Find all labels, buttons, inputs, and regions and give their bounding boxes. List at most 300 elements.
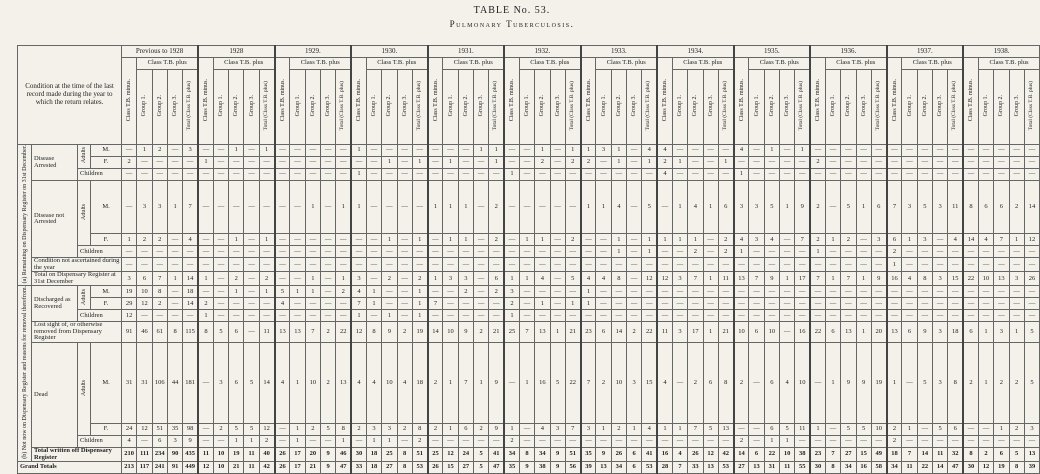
value-cell: — — [275, 246, 290, 258]
value-cell: — — [229, 310, 244, 322]
value-cell: 1 — [167, 181, 182, 234]
table-row — [18, 258, 1040, 272]
value-cell: — — [871, 310, 886, 322]
value-cell: — — [657, 436, 672, 448]
value-cell: 58 — [871, 462, 886, 474]
value-cell: — — [1024, 169, 1039, 181]
value-cell: 19 — [122, 286, 137, 298]
value-cell: — — [167, 157, 182, 169]
year-header: 1937. — [887, 46, 964, 58]
table-row — [18, 448, 1040, 462]
value-cell: 7 — [688, 424, 703, 436]
value-cell: — — [994, 145, 1009, 157]
value-cell: 1 — [244, 436, 259, 448]
group-header — [596, 70, 611, 145]
value-cell: — — [795, 157, 810, 169]
value-cell: — — [933, 246, 948, 258]
value-cell: 1 — [672, 181, 687, 234]
value-cell: 44 — [167, 342, 182, 423]
value-cell: — — [474, 272, 489, 286]
value-cell: 2 — [627, 322, 642, 343]
group-header-label: Group 1. — [371, 95, 378, 117]
value-cell: 7 — [887, 181, 902, 234]
value-cell: 1 — [382, 310, 397, 322]
value-cell: 2 — [412, 272, 427, 286]
group-header — [474, 70, 489, 145]
value-cell: 3 — [213, 342, 228, 423]
value-cell: 20 — [305, 448, 320, 462]
value-cell: 111 — [137, 448, 152, 462]
value-cell: 13 — [718, 424, 733, 436]
value-cell: 51 — [412, 448, 427, 462]
row-sex-label: M. — [91, 145, 122, 157]
value-cell: 22 — [336, 322, 351, 343]
value-cell: 106 — [152, 342, 167, 423]
class-minus-header — [198, 58, 213, 145]
value-cell: 14 — [259, 342, 274, 423]
value-cell: — — [183, 169, 198, 181]
value-cell: — — [198, 169, 213, 181]
row-sub-label: Children — [78, 310, 122, 322]
value-cell: 234 — [152, 448, 167, 462]
value-cell: 1 — [550, 322, 565, 343]
value-cell: 25 — [504, 322, 519, 343]
value-cell: 8 — [152, 286, 167, 298]
value-cell: 1 — [474, 145, 489, 157]
value-cell: 1 — [412, 234, 427, 246]
value-cell: 5 — [841, 181, 856, 234]
value-cell: 2 — [596, 342, 611, 423]
value-cell: — — [902, 342, 917, 423]
value-cell: — — [290, 234, 305, 246]
table-row — [18, 286, 1040, 298]
value-cell: — — [657, 181, 672, 234]
value-cell: — — [321, 157, 336, 169]
value-cell: 12 — [137, 298, 152, 310]
value-cell: 2 — [535, 157, 550, 169]
value-cell: 1 — [443, 424, 458, 436]
value-cell: — — [213, 298, 228, 310]
value-cell: 6 — [627, 462, 642, 474]
value-cell: 1 — [978, 342, 993, 423]
value-cell: — — [672, 310, 687, 322]
value-cell: 9 — [856, 342, 871, 423]
value-cell: 18 — [183, 286, 198, 298]
group-header — [871, 70, 886, 145]
value-cell: 34 — [887, 462, 902, 474]
value-cell: 3 — [152, 181, 167, 234]
group-header-label: Group 1. — [600, 95, 607, 117]
value-cell: 3 — [933, 181, 948, 234]
value-cell: 2 — [887, 436, 902, 448]
value-cell: — — [994, 436, 1009, 448]
value-cell: — — [550, 286, 565, 298]
value-cell: 4 — [275, 342, 290, 423]
value-cell: — — [718, 310, 733, 322]
value-cell: 6 — [764, 424, 779, 436]
table-row — [18, 234, 1040, 246]
value-cell: — — [795, 298, 810, 310]
value-cell: 1 — [519, 272, 534, 286]
value-cell: — — [565, 310, 580, 322]
value-cell: — — [917, 424, 932, 436]
value-cell: 4 — [657, 145, 672, 157]
value-cell: 117 — [137, 462, 152, 474]
value-cell: — — [519, 258, 534, 272]
value-cell: 6 — [902, 322, 917, 343]
group-header-label: Total (Class T.B. plus) — [798, 81, 805, 131]
value-cell: 4 — [397, 342, 412, 423]
value-cell: 7 — [351, 298, 366, 310]
value-cell: — — [382, 246, 397, 258]
value-cell: 2 — [382, 272, 397, 286]
value-cell: — — [259, 310, 274, 322]
value-cell: 4 — [780, 342, 795, 423]
value-cell: 7 — [810, 272, 825, 286]
value-cell: 2 — [198, 298, 213, 310]
value-cell: — — [917, 157, 932, 169]
value-cell: 27 — [841, 448, 856, 462]
value-cell: 9 — [321, 462, 336, 474]
value-cell: — — [137, 157, 152, 169]
value-cell: — — [397, 234, 412, 246]
value-cell: — — [764, 286, 779, 298]
value-cell: — — [917, 310, 932, 322]
value-cell: 13 — [275, 322, 290, 343]
value-cell: 10 — [213, 448, 228, 462]
value-cell: — — [213, 169, 228, 181]
value-cell: — — [489, 436, 504, 448]
value-cell: — — [718, 436, 733, 448]
value-cell: 2 — [1009, 424, 1024, 436]
value-cell: — — [275, 424, 290, 436]
value-cell: 2 — [213, 424, 228, 436]
value-cell: 42 — [718, 448, 733, 462]
class-minus-header — [581, 58, 596, 145]
value-cell: 16 — [795, 322, 810, 343]
value-cell: — — [718, 169, 733, 181]
value-cell: — — [933, 169, 948, 181]
value-cell: — — [627, 310, 642, 322]
value-cell: — — [627, 258, 642, 272]
value-cell: 5 — [917, 181, 932, 234]
year-header: 1932. — [504, 46, 581, 58]
value-cell: 11 — [902, 462, 917, 474]
value-cell: — — [213, 310, 228, 322]
value-cell: — — [871, 145, 886, 157]
table-row — [18, 342, 1040, 423]
value-cell: 9 — [917, 322, 932, 343]
value-cell: 9 — [519, 462, 534, 474]
value-cell: 4 — [764, 234, 779, 246]
value-cell: — — [825, 169, 840, 181]
value-cell: — — [627, 272, 642, 286]
value-cell: 4 — [535, 424, 550, 436]
value-cell: 46 — [137, 322, 152, 343]
value-cell: 91 — [122, 322, 137, 343]
value-cell: 1 — [167, 272, 182, 286]
value-cell: 6 — [764, 342, 779, 423]
value-cell: — — [657, 258, 672, 272]
value-cell: — — [213, 181, 228, 234]
value-cell: 11 — [718, 272, 733, 286]
value-cell: — — [474, 181, 489, 234]
value-cell: — — [321, 234, 336, 246]
value-cell: 11 — [244, 462, 259, 474]
value-cell: 6 — [229, 322, 244, 343]
value-cell: — — [902, 436, 917, 448]
value-cell: 1 — [305, 272, 320, 286]
value-cell: 3 — [443, 272, 458, 286]
value-cell: — — [565, 436, 580, 448]
value-cell: 1 — [290, 424, 305, 436]
value-cell: — — [443, 298, 458, 310]
value-cell: — — [810, 342, 825, 423]
value-cell: — — [963, 424, 978, 436]
value-cell: 19 — [412, 322, 427, 343]
value-cell: — — [902, 169, 917, 181]
value-cell: 2 — [504, 436, 519, 448]
row-sub-text: Adults — [81, 203, 87, 220]
value-cell: 30 — [963, 462, 978, 474]
value-cell: 13 — [994, 272, 1009, 286]
value-cell: — — [902, 310, 917, 322]
row-sub-label — [78, 181, 91, 246]
group-header — [412, 70, 427, 145]
value-cell: — — [428, 436, 443, 448]
value-cell: 2 — [397, 322, 412, 343]
value-cell: 1 — [581, 298, 596, 310]
value-cell: 1 — [825, 234, 840, 246]
value-cell: 14 — [183, 298, 198, 310]
group-header-label: Group 1. — [906, 95, 913, 117]
value-cell: — — [780, 246, 795, 258]
value-cell: 28 — [657, 462, 672, 474]
value-cell: 2 — [458, 286, 473, 298]
value-cell: — — [305, 298, 320, 310]
value-cell: — — [841, 436, 856, 448]
value-cell: 2 — [978, 448, 993, 462]
value-cell: 3 — [933, 342, 948, 423]
value-cell: — — [535, 181, 550, 234]
value-cell: 91 — [167, 462, 182, 474]
value-cell: 34 — [841, 462, 856, 474]
value-cell: 2 — [504, 298, 519, 310]
value-cell: — — [581, 258, 596, 272]
value-cell: — — [978, 258, 993, 272]
value-cell: 13 — [749, 462, 764, 474]
year-header: 1936. — [810, 46, 887, 58]
value-cell: 51 — [152, 424, 167, 436]
value-cell: 1 — [504, 272, 519, 286]
value-cell: 1 — [259, 286, 274, 298]
value-cell: 6 — [963, 322, 978, 343]
value-cell: — — [321, 169, 336, 181]
row-sub-label — [78, 342, 91, 435]
value-cell: 3 — [1009, 272, 1024, 286]
value-cell: 3 — [366, 424, 381, 436]
value-cell: — — [871, 258, 886, 272]
value-cell: 1 — [504, 169, 519, 181]
value-cell: 12 — [642, 272, 657, 286]
value-cell: 18 — [412, 342, 427, 423]
class-plus-header: Class T.B. plus — [519, 58, 580, 70]
value-cell: 6 — [749, 448, 764, 462]
value-cell: 1 — [382, 157, 397, 169]
value-cell: — — [290, 181, 305, 234]
value-cell: — — [627, 286, 642, 298]
value-cell: — — [336, 157, 351, 169]
value-cell: — — [244, 310, 259, 322]
value-cell: — — [244, 298, 259, 310]
value-cell: — — [290, 169, 305, 181]
value-cell: 1 — [734, 169, 749, 181]
row-sex-label: M. — [91, 342, 122, 423]
year-header: 1934. — [657, 46, 734, 58]
year-header: 1933. — [581, 46, 658, 58]
value-cell: 4 — [688, 181, 703, 234]
value-cell: 1 — [535, 145, 550, 157]
value-cell: — — [397, 258, 412, 272]
row-label: Condition not ascertained during the year — [32, 258, 122, 272]
value-cell: 6 — [489, 272, 504, 286]
group-header — [825, 70, 840, 145]
value-cell: 3 — [1024, 424, 1039, 436]
value-cell: — — [229, 157, 244, 169]
value-cell: — — [672, 246, 687, 258]
value-cell: 51 — [565, 448, 580, 462]
group-header-label: Group 3. — [325, 95, 332, 117]
value-cell: — — [550, 436, 565, 448]
value-cell: — — [810, 286, 825, 298]
value-cell: 12 — [657, 272, 672, 286]
value-cell: 5 — [642, 181, 657, 234]
class-minus-label: Class T.B. minus. — [738, 78, 745, 121]
value-cell: 1 — [412, 298, 427, 310]
value-cell: 90 — [167, 448, 182, 462]
value-cell: — — [305, 436, 320, 448]
group-header — [856, 70, 871, 145]
value-cell: — — [978, 246, 993, 258]
value-cell: 22 — [917, 462, 932, 474]
value-cell: — — [963, 157, 978, 169]
value-cell: — — [963, 436, 978, 448]
value-cell: 38 — [795, 448, 810, 462]
value-cell: — — [519, 310, 534, 322]
value-cell: — — [825, 298, 840, 310]
value-cell: 13 — [734, 272, 749, 286]
value-cell: 8 — [948, 342, 963, 423]
value-cell: 15 — [856, 448, 871, 462]
value-cell: 16 — [657, 448, 672, 462]
value-cell: 1 — [351, 310, 366, 322]
value-cell: 16 — [535, 342, 550, 423]
value-cell: 5 — [244, 424, 259, 436]
value-cell: 5 — [933, 424, 948, 436]
value-cell: 2 — [137, 234, 152, 246]
value-cell: — — [933, 157, 948, 169]
value-cell: 12 — [443, 448, 458, 462]
value-cell: — — [458, 298, 473, 310]
value-cell: 2 — [428, 342, 443, 423]
value-cell: 14 — [734, 448, 749, 462]
group-header-label: Group 2. — [539, 95, 546, 117]
value-cell: — — [198, 342, 213, 423]
value-cell: 1 — [825, 272, 840, 286]
value-cell: — — [1009, 310, 1024, 322]
value-cell: 1 — [351, 169, 366, 181]
value-cell: 13 — [703, 462, 718, 474]
value-cell: 56 — [565, 462, 580, 474]
value-cell: — — [810, 145, 825, 157]
value-cell: — — [825, 286, 840, 298]
value-cell: 22 — [642, 322, 657, 343]
group-header-label: Group 1. — [141, 95, 148, 117]
value-cell: — — [764, 169, 779, 181]
value-cell: — — [810, 298, 825, 310]
value-cell: 1 — [657, 234, 672, 246]
value-cell: 14 — [1024, 181, 1039, 234]
value-cell: — — [428, 286, 443, 298]
value-cell: 12 — [198, 462, 213, 474]
row-sub-text: Adults — [81, 288, 87, 305]
value-cell: 2 — [810, 181, 825, 234]
value-cell: — — [718, 258, 733, 272]
value-cell: 6 — [458, 424, 473, 436]
value-cell: — — [198, 286, 213, 298]
row-group-label: Dead — [32, 342, 78, 447]
value-cell: 1 — [611, 157, 626, 169]
value-cell: 9 — [764, 272, 779, 286]
value-cell: 13 — [535, 322, 550, 343]
value-cell: 5 — [244, 342, 259, 423]
value-cell: — — [336, 310, 351, 322]
value-cell: — — [305, 234, 320, 246]
value-cell: 9 — [795, 181, 810, 234]
value-cell: — — [290, 157, 305, 169]
value-cell: 21 — [718, 322, 733, 343]
value-cell: 1 — [305, 181, 320, 234]
value-cell: 6 — [825, 322, 840, 343]
group-header-label: Group 3. — [631, 95, 638, 117]
value-cell: — — [596, 246, 611, 258]
value-cell: 1 — [229, 145, 244, 157]
value-cell: 18 — [887, 448, 902, 462]
value-cell: — — [290, 310, 305, 322]
value-cell: 1 — [198, 157, 213, 169]
value-cell: — — [825, 436, 840, 448]
value-cell: — — [213, 145, 228, 157]
value-cell: 7 — [428, 298, 443, 310]
value-cell: — — [841, 258, 856, 272]
value-cell: — — [244, 246, 259, 258]
value-cell: — — [749, 157, 764, 169]
value-cell: 10 — [780, 448, 795, 462]
group-header-label: Group 3. — [172, 95, 179, 117]
value-cell: — — [305, 310, 320, 322]
value-cell: — — [978, 145, 993, 157]
value-cell: — — [305, 169, 320, 181]
value-cell: — — [902, 258, 917, 272]
value-cell: 22 — [764, 448, 779, 462]
value-cell: 2 — [474, 424, 489, 436]
value-cell: — — [244, 181, 259, 234]
value-cell: 7 — [994, 234, 1009, 246]
value-cell: 3 — [351, 272, 366, 286]
value-cell: 15 — [443, 462, 458, 474]
value-cell: — — [137, 258, 152, 272]
value-cell: — — [1024, 145, 1039, 157]
